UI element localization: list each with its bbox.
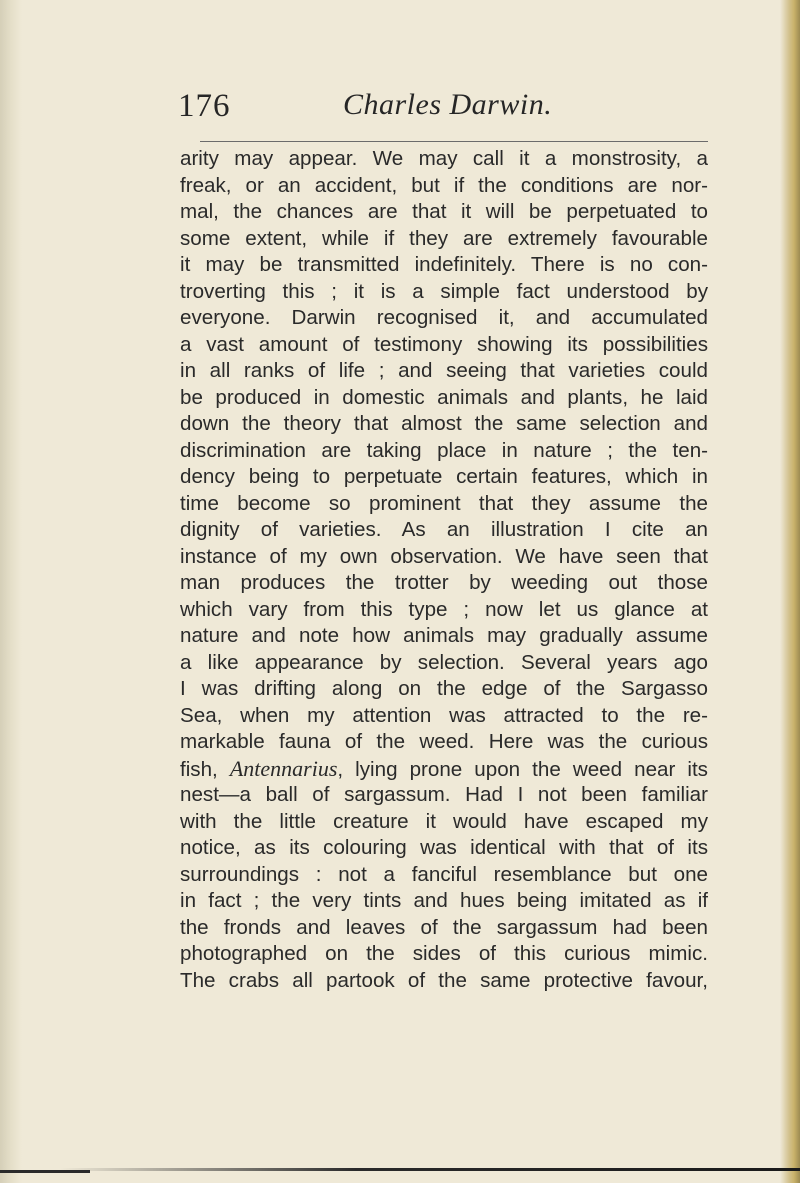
text-line: everyone. Darwin recognised it, and accumulated — [180, 306, 708, 329]
text-fragment: fish, — [180, 757, 230, 781]
text-line: man produces the trotter by weeding out those — [180, 571, 708, 594]
text-line: notice, as its colouring was identical with that of its — [180, 836, 708, 859]
species-name-italic: Antennarius — [229, 755, 338, 781]
text-line: a like appearance by selection. Several years ago — [180, 650, 708, 674]
page-gutter-shadow — [0, 0, 22, 1183]
gilt-page-edge — [780, 0, 800, 1183]
text-line: some extent, while if they are extremely favourable — [180, 226, 708, 250]
text-line: dignity of varieties. As an illustration I cite an — [180, 518, 708, 541]
text-line: discrimination are taking place in nature ; the ten- — [180, 438, 708, 462]
text-line: nature and note how animals may gradually assume — [180, 624, 708, 647]
text-line: down the theory that almost the same selection and — [180, 412, 708, 435]
text-line: photographed on the sides of this curious mimic. — [180, 942, 708, 965]
text-line: it may be transmitted indefinitely. There is no con- — [180, 253, 708, 276]
text-line: the fronds and leaves of the sargassum had been — [180, 915, 708, 939]
text-line-with-italic — [180, 756, 708, 783]
text-line: in all ranks of life ; and seeing that varieties could — [180, 359, 708, 382]
text-line: be produced in domestic animals and plants, he laid — [180, 385, 708, 409]
text-line: Sea, when my attention was attracted to the re- — [180, 703, 708, 727]
text-line: time become so prominent that they assume the — [180, 491, 708, 515]
text-line: nest—a ball of sargassum. Had I not been familiar — [180, 783, 708, 806]
text-line: mal, the chances are that it will be perpetuated to — [180, 200, 708, 223]
bottom-edge-line — [60, 1168, 800, 1171]
text-line: surroundings : not a fanciful resemblance but one — [180, 862, 708, 886]
text-line: markable fauna of the weed. Here was the curious — [180, 730, 708, 753]
text-line: instance of my own observation. We have seen that — [180, 544, 708, 568]
text-line: in fact ; the very tints and hues being imitated as if — [180, 889, 708, 912]
body-text — [180, 146, 708, 994]
text-fragment: , lying prone upon the weed near its — [337, 757, 708, 781]
text-line: dency being to perpetuate certain features, which in — [180, 465, 708, 488]
text-line: with the little creature it would have escaped my — [180, 809, 708, 833]
text-line: a vast amount of testimony showing its possibilities — [180, 332, 708, 356]
text-line: I was drifting along on the edge of the Sargasso — [180, 677, 708, 700]
page-header — [0, 88, 800, 128]
text-line: freak, or an accident, but if the conditions are nor- — [180, 173, 708, 197]
page-number: 176 — [178, 88, 231, 124]
text-line: troverting this ; it is a simple fact understood by — [180, 279, 708, 303]
text-line: arity may appear. We may call it a monstrosity, a — [180, 147, 708, 170]
text-line: which vary from this type ; now let us glance at — [180, 597, 708, 621]
header-rule — [200, 141, 708, 142]
text-line: The crabs all partook of the same protective favour, — [180, 968, 708, 992]
running-title: Charles Darwin. — [343, 88, 553, 121]
